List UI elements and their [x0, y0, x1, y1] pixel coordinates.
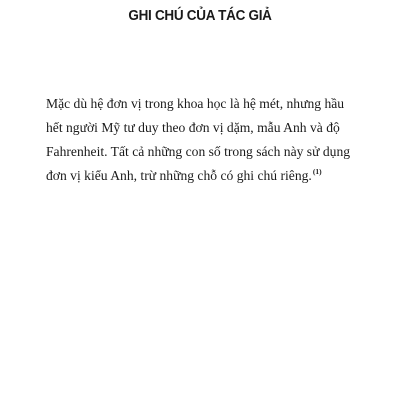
paragraph-line-text: đơn vị kiểu Anh, trừ những chỗ có ghi chú riêng.	[46, 168, 312, 183]
author-note-paragraph	[46, 92, 386, 188]
footnote-marker: (1)	[312, 167, 322, 177]
paragraph-line: hết người Mỹ tư duy theo đơn vị dặm, mẫu Anh và độ	[46, 120, 340, 135]
paragraph-line-last	[46, 164, 386, 188]
paragraph-line: Mặc dù hệ đơn vị trong khoa học là hệ mét, nhưng hầu	[46, 96, 345, 111]
paragraph-line: Fahrenheit. Tất cả những con số trong sách này sử dụng	[46, 144, 351, 159]
page-title: GHI CHÚ CỦA TÁC GIẢ	[128, 8, 272, 24]
